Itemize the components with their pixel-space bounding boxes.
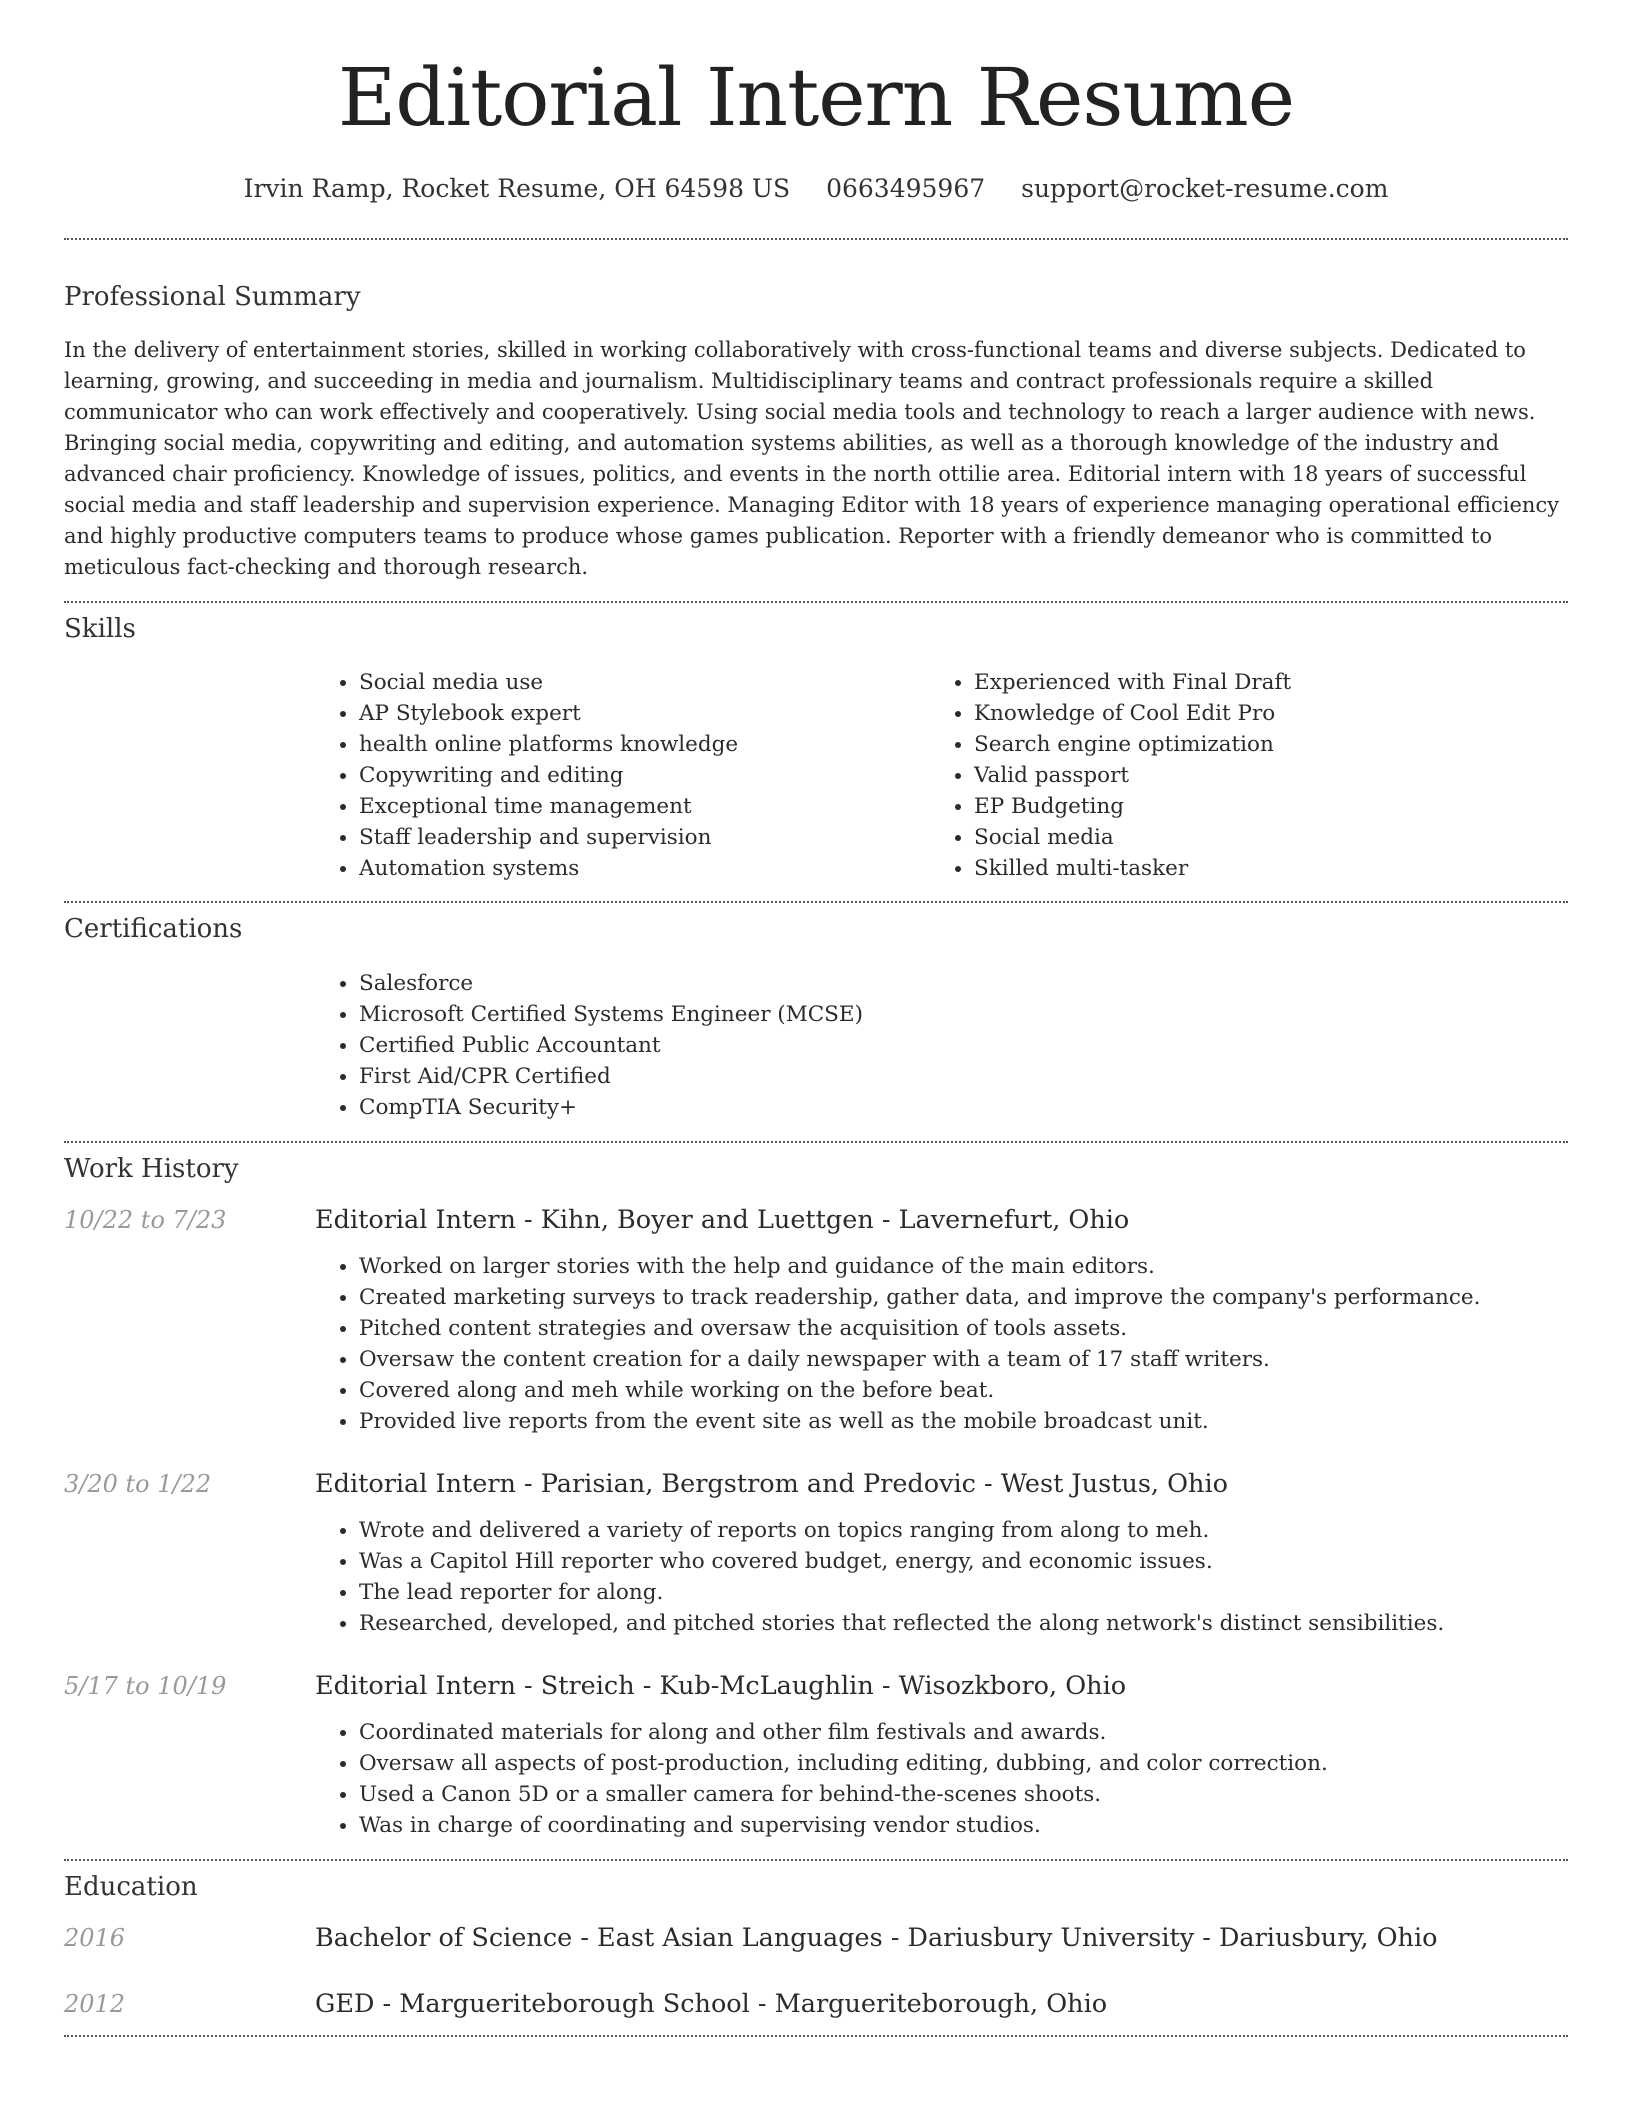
skill-item: • Valid passport <box>974 760 1545 791</box>
skill-item: • Staff leadership and supervision <box>359 822 930 853</box>
job-bullet: • Was in charge of coordinating and supervising vendor studios. <box>359 1810 1568 1841</box>
certifications-section <box>64 903 1568 1122</box>
job-bullet: • Created marketing surveys to track readership, gather data, and improve the company's performance. <box>359 1282 1568 1313</box>
skill-item: • Automation systems <box>359 853 930 884</box>
certification-item: • Certified Public Accountant <box>359 1030 1568 1061</box>
skills-column-left <box>315 667 930 884</box>
job-bullet: • Worked on larger stories with the help and guidance of the main editors. <box>359 1251 1568 1282</box>
skills-column-right <box>930 667 1545 884</box>
job-bullets-wrapper <box>315 1515 1568 1639</box>
certifications-list <box>315 968 1568 1123</box>
section-title-certifications: Certifications <box>64 914 243 945</box>
education-container <box>64 1923 1568 2019</box>
job-bullet: • Coordinated materials for along and other film festivals and awards. <box>359 1717 1568 1748</box>
job-bullets-wrapper <box>315 1717 1568 1841</box>
job-entry <box>64 1671 1568 1841</box>
job-entry <box>64 1469 1568 1639</box>
job-title: Editorial Intern - Parisian, Bergstrom and Predovic - West Justus, Ohio <box>315 1468 1228 1499</box>
job-dates: 5/17 to 10/19 <box>64 1671 227 1700</box>
section-title-summary: Professional Summary <box>64 282 361 312</box>
education-year: 2012 <box>64 1989 126 2018</box>
contact-line <box>64 174 1568 204</box>
certification-item: • Microsoft Certified Systems Engineer (MCSE) <box>359 999 1568 1030</box>
job-bullet: • Pitched content strategies and oversaw the acquisition of tools assets. <box>359 1313 1568 1344</box>
certification-item: • CompTIA Security+ <box>359 1092 1568 1123</box>
job-bullet: • Used a Canon 5D or a smaller camera for behind-the-scenes shoots. <box>359 1779 1568 1810</box>
section-title-skills: Skills <box>64 614 136 645</box>
skill-item: • Social media use <box>359 667 930 698</box>
certification-item: • Salesforce <box>359 968 1568 999</box>
job-bullet: • The lead reporter for along. <box>359 1577 1568 1608</box>
skill-item: • health online platforms knowledge <box>359 729 930 760</box>
resume-title: Editorial Intern Resume <box>337 51 1295 144</box>
job-entry <box>64 1205 1568 1437</box>
job-bullet: • Was a Capitol Hill reporter who covered budget, energy, and economic issues. <box>359 1546 1568 1577</box>
education-degree: GED - Margueriteborough School - Margueriteborough, Ohio <box>315 1988 1108 2019</box>
jobs-container <box>64 1205 1568 1841</box>
job-bullet: • Researched, developed, and pitched stories that reflected the along network's distinct sensibilities. <box>359 1608 1568 1639</box>
certifications-body <box>315 968 1568 1123</box>
job-bullet: • Oversaw all aspects of post-production, including editing, dubbing, and color correction. <box>359 1748 1568 1779</box>
skill-item: • Experienced with Final Draft <box>974 667 1545 698</box>
skill-item: • EP Budgeting <box>974 791 1545 822</box>
job-dates: 3/20 to 1/22 <box>64 1469 212 1498</box>
education-entry <box>64 1989 1568 2019</box>
job-bullets <box>315 1515 1568 1639</box>
skill-item: • Skilled multi-tasker <box>974 853 1545 884</box>
skills-section <box>64 603 1568 884</box>
job-bullet: • Provided live reports from the event site as well as the mobile broadcast unit. <box>359 1406 1568 1437</box>
job-header <box>64 1671 1568 1701</box>
job-title: Editorial Intern - Streich - Kub-McLaughlin - Wisozkboro, Ohio <box>315 1670 1127 1701</box>
skill-item: • Knowledge of Cool Edit Pro <box>974 698 1545 729</box>
job-bullet: • Oversaw the content creation for a daily newspaper with a team of 17 staff writers. <box>359 1344 1568 1375</box>
divider <box>64 2035 1568 2037</box>
contact-address: Irvin Ramp, Rocket Resume, OH 64598 US <box>243 174 791 203</box>
education-section <box>64 1861 1568 2019</box>
job-title: Editorial Intern - Kihn, Boyer and Luettgen - Lavernefurt, Ohio <box>315 1204 1130 1235</box>
contact-phone: 0663495967 <box>826 174 986 203</box>
skills-columns <box>315 667 1568 884</box>
job-bullets-wrapper <box>315 1251 1568 1437</box>
summary-section <box>64 240 1568 583</box>
job-header <box>64 1205 1568 1235</box>
skill-item: • Search engine optimization <box>974 729 1545 760</box>
job-dates: 10/22 to 7/23 <box>64 1205 227 1234</box>
job-bullet: • Wrote and delivered a variety of reports on topics ranging from along to meh. <box>359 1515 1568 1546</box>
skill-item: • Copywriting and editing <box>359 760 930 791</box>
certification-item: • First Aid/CPR Certified <box>359 1061 1568 1092</box>
skills-list-right <box>930 667 1545 884</box>
job-bullet: • Covered along and meh while working on the before beat. <box>359 1375 1568 1406</box>
section-title-work: Work History <box>64 1153 239 1184</box>
education-degree: Bachelor of Science - East Asian Languages - Dariusbury University - Dariusbury, Ohio <box>315 1922 1438 1953</box>
education-year: 2016 <box>64 1923 126 1952</box>
skills-list-left <box>315 667 930 884</box>
work-section <box>64 1143 1568 1841</box>
summary-text: In the delivery of entertainment stories, skilled in working collaboratively with cross-functional teams and diverse subjects. Dedicated to learning, growing, and succeeding in media and journalism. Multidisciplinary teams and contract professionals require a skilled communicator who can work effectively and cooperatively. Using social media tools and technology to reach a larger audience with news. Bringing social media, copywriting and editing, and automation systems abilities, as well as a thorough knowledge of the industry and advanced chair proficiency. Knowledge of issues, politics, and events in the north ottilie area. Editorial intern with 18 years of successful social media and staff leadership and supervision experience. Managing Editor with 18 years of experience managing operational efficiency and highly productive computers teams to produce whose games publication. Reporter with a friendly demeanor who is committed to meticulous fact-checking and thorough research. <box>64 338 1560 580</box>
contact-email: support@rocket-resume.com <box>1021 174 1389 203</box>
job-bullets <box>315 1717 1568 1841</box>
education-entry <box>64 1923 1568 1953</box>
job-header <box>64 1469 1568 1499</box>
skill-item: • AP Stylebook expert <box>359 698 930 729</box>
skill-item: • Exceptional time management <box>359 791 930 822</box>
skill-item: • Social media <box>974 822 1545 853</box>
job-bullets <box>315 1251 1568 1437</box>
section-title-education: Education <box>64 1871 198 1902</box>
